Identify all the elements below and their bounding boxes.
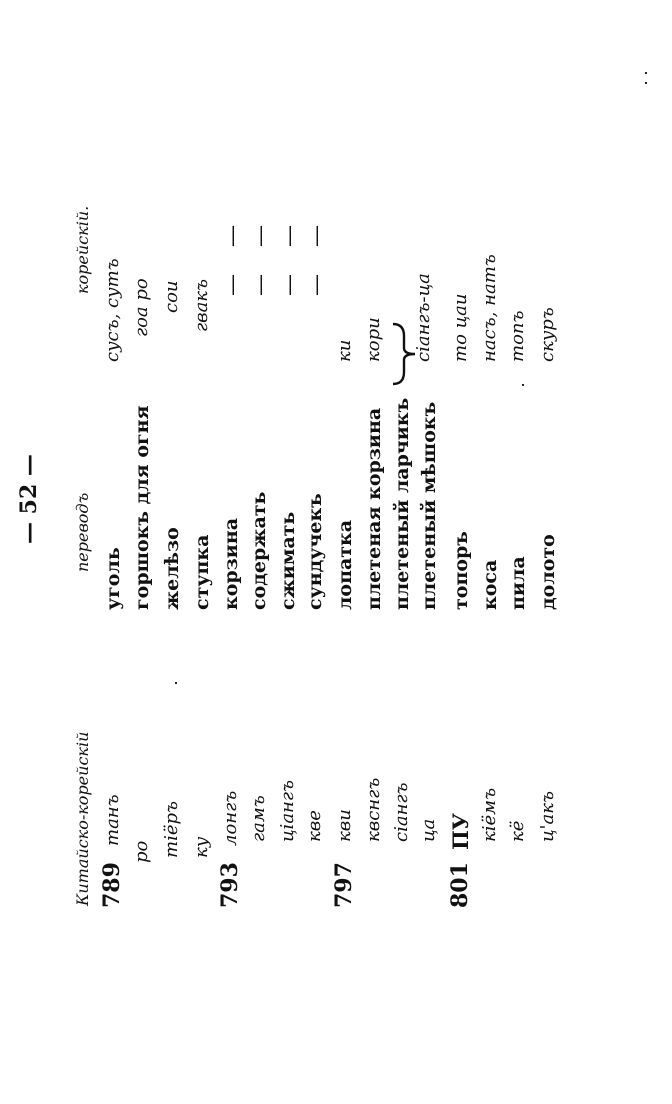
chinese-term: кви bbox=[334, 809, 355, 842]
chinese-term: кіёмъ bbox=[479, 787, 500, 842]
chinese-term: ца bbox=[418, 818, 439, 842]
header-chinese-korean: Китайско-корейскій bbox=[73, 731, 92, 906]
korean-term: гоа ро bbox=[131, 278, 152, 337]
speck bbox=[645, 72, 647, 74]
speck bbox=[645, 82, 647, 84]
chinese-term: ку bbox=[191, 836, 212, 858]
korean-term: скуръ bbox=[537, 307, 558, 362]
speck bbox=[522, 384, 524, 386]
chinese-term: танъ bbox=[102, 794, 123, 846]
korean-term: то цаи bbox=[450, 293, 471, 362]
chinese-term: ро bbox=[131, 840, 152, 863]
brace-korean-term: сіангъ-ца bbox=[413, 273, 434, 362]
korean-term: гвакъ bbox=[191, 278, 212, 332]
korean-term: сусъ, сутъ bbox=[102, 258, 123, 362]
entry-number: 789 bbox=[99, 862, 125, 908]
russian-translation: корзина bbox=[220, 517, 242, 610]
russian-translation: пила bbox=[507, 556, 529, 610]
russian-translation: плетеный мѣшокъ bbox=[418, 401, 440, 610]
entry-number: 801 bbox=[447, 862, 473, 908]
russian-translation: долото bbox=[537, 534, 559, 610]
header-translation: переводъ bbox=[73, 492, 92, 572]
russian-translation: желѣзо bbox=[161, 527, 183, 610]
chinese-term: кве bbox=[304, 810, 325, 842]
korean-ditto: — — bbox=[220, 215, 245, 296]
korean-term: кори bbox=[363, 317, 384, 362]
chinese-term: сіангъ bbox=[391, 782, 412, 842]
russian-translation: коса bbox=[479, 559, 501, 610]
russian-translation: плетеный ларчикъ bbox=[391, 397, 413, 610]
chinese-term: гамъ bbox=[248, 795, 269, 842]
page-number: — 52 — bbox=[16, 454, 42, 544]
chinese-term: квснгъ bbox=[363, 777, 384, 842]
header-korean: корейскій. bbox=[73, 205, 92, 294]
chinese-term: ПУ bbox=[448, 813, 473, 850]
korean-term: ки bbox=[334, 339, 355, 362]
russian-translation: горшокъ для огня bbox=[131, 405, 153, 610]
chinese-term: лонгъ bbox=[220, 790, 241, 846]
russian-translation: уголь bbox=[102, 547, 124, 610]
entry-number: 797 bbox=[331, 862, 357, 908]
korean-term: топъ bbox=[507, 310, 528, 362]
russian-translation: сундучекъ bbox=[304, 493, 326, 610]
russian-translation: плетеная корзина bbox=[363, 407, 385, 610]
korean-ditto: — — bbox=[277, 215, 302, 296]
chinese-term: ціангъ bbox=[277, 780, 298, 842]
korean-term: насъ, натъ bbox=[479, 254, 500, 362]
korean-ditto: — — bbox=[304, 215, 329, 296]
russian-translation: содержать bbox=[248, 491, 270, 610]
russian-translation: сжимать bbox=[277, 511, 299, 610]
korean-ditto: — — bbox=[248, 215, 273, 296]
speck bbox=[175, 682, 177, 684]
russian-translation: топоръ bbox=[450, 531, 472, 610]
chinese-term: ц'акъ bbox=[537, 791, 558, 842]
korean-term: сои bbox=[161, 280, 182, 313]
russian-translation: ступка bbox=[191, 534, 213, 610]
russian-translation: лопатка bbox=[334, 519, 356, 610]
entry-number: 793 bbox=[217, 862, 243, 908]
chinese-term: тіёръ bbox=[161, 801, 182, 858]
chinese-term: кё bbox=[507, 820, 528, 842]
